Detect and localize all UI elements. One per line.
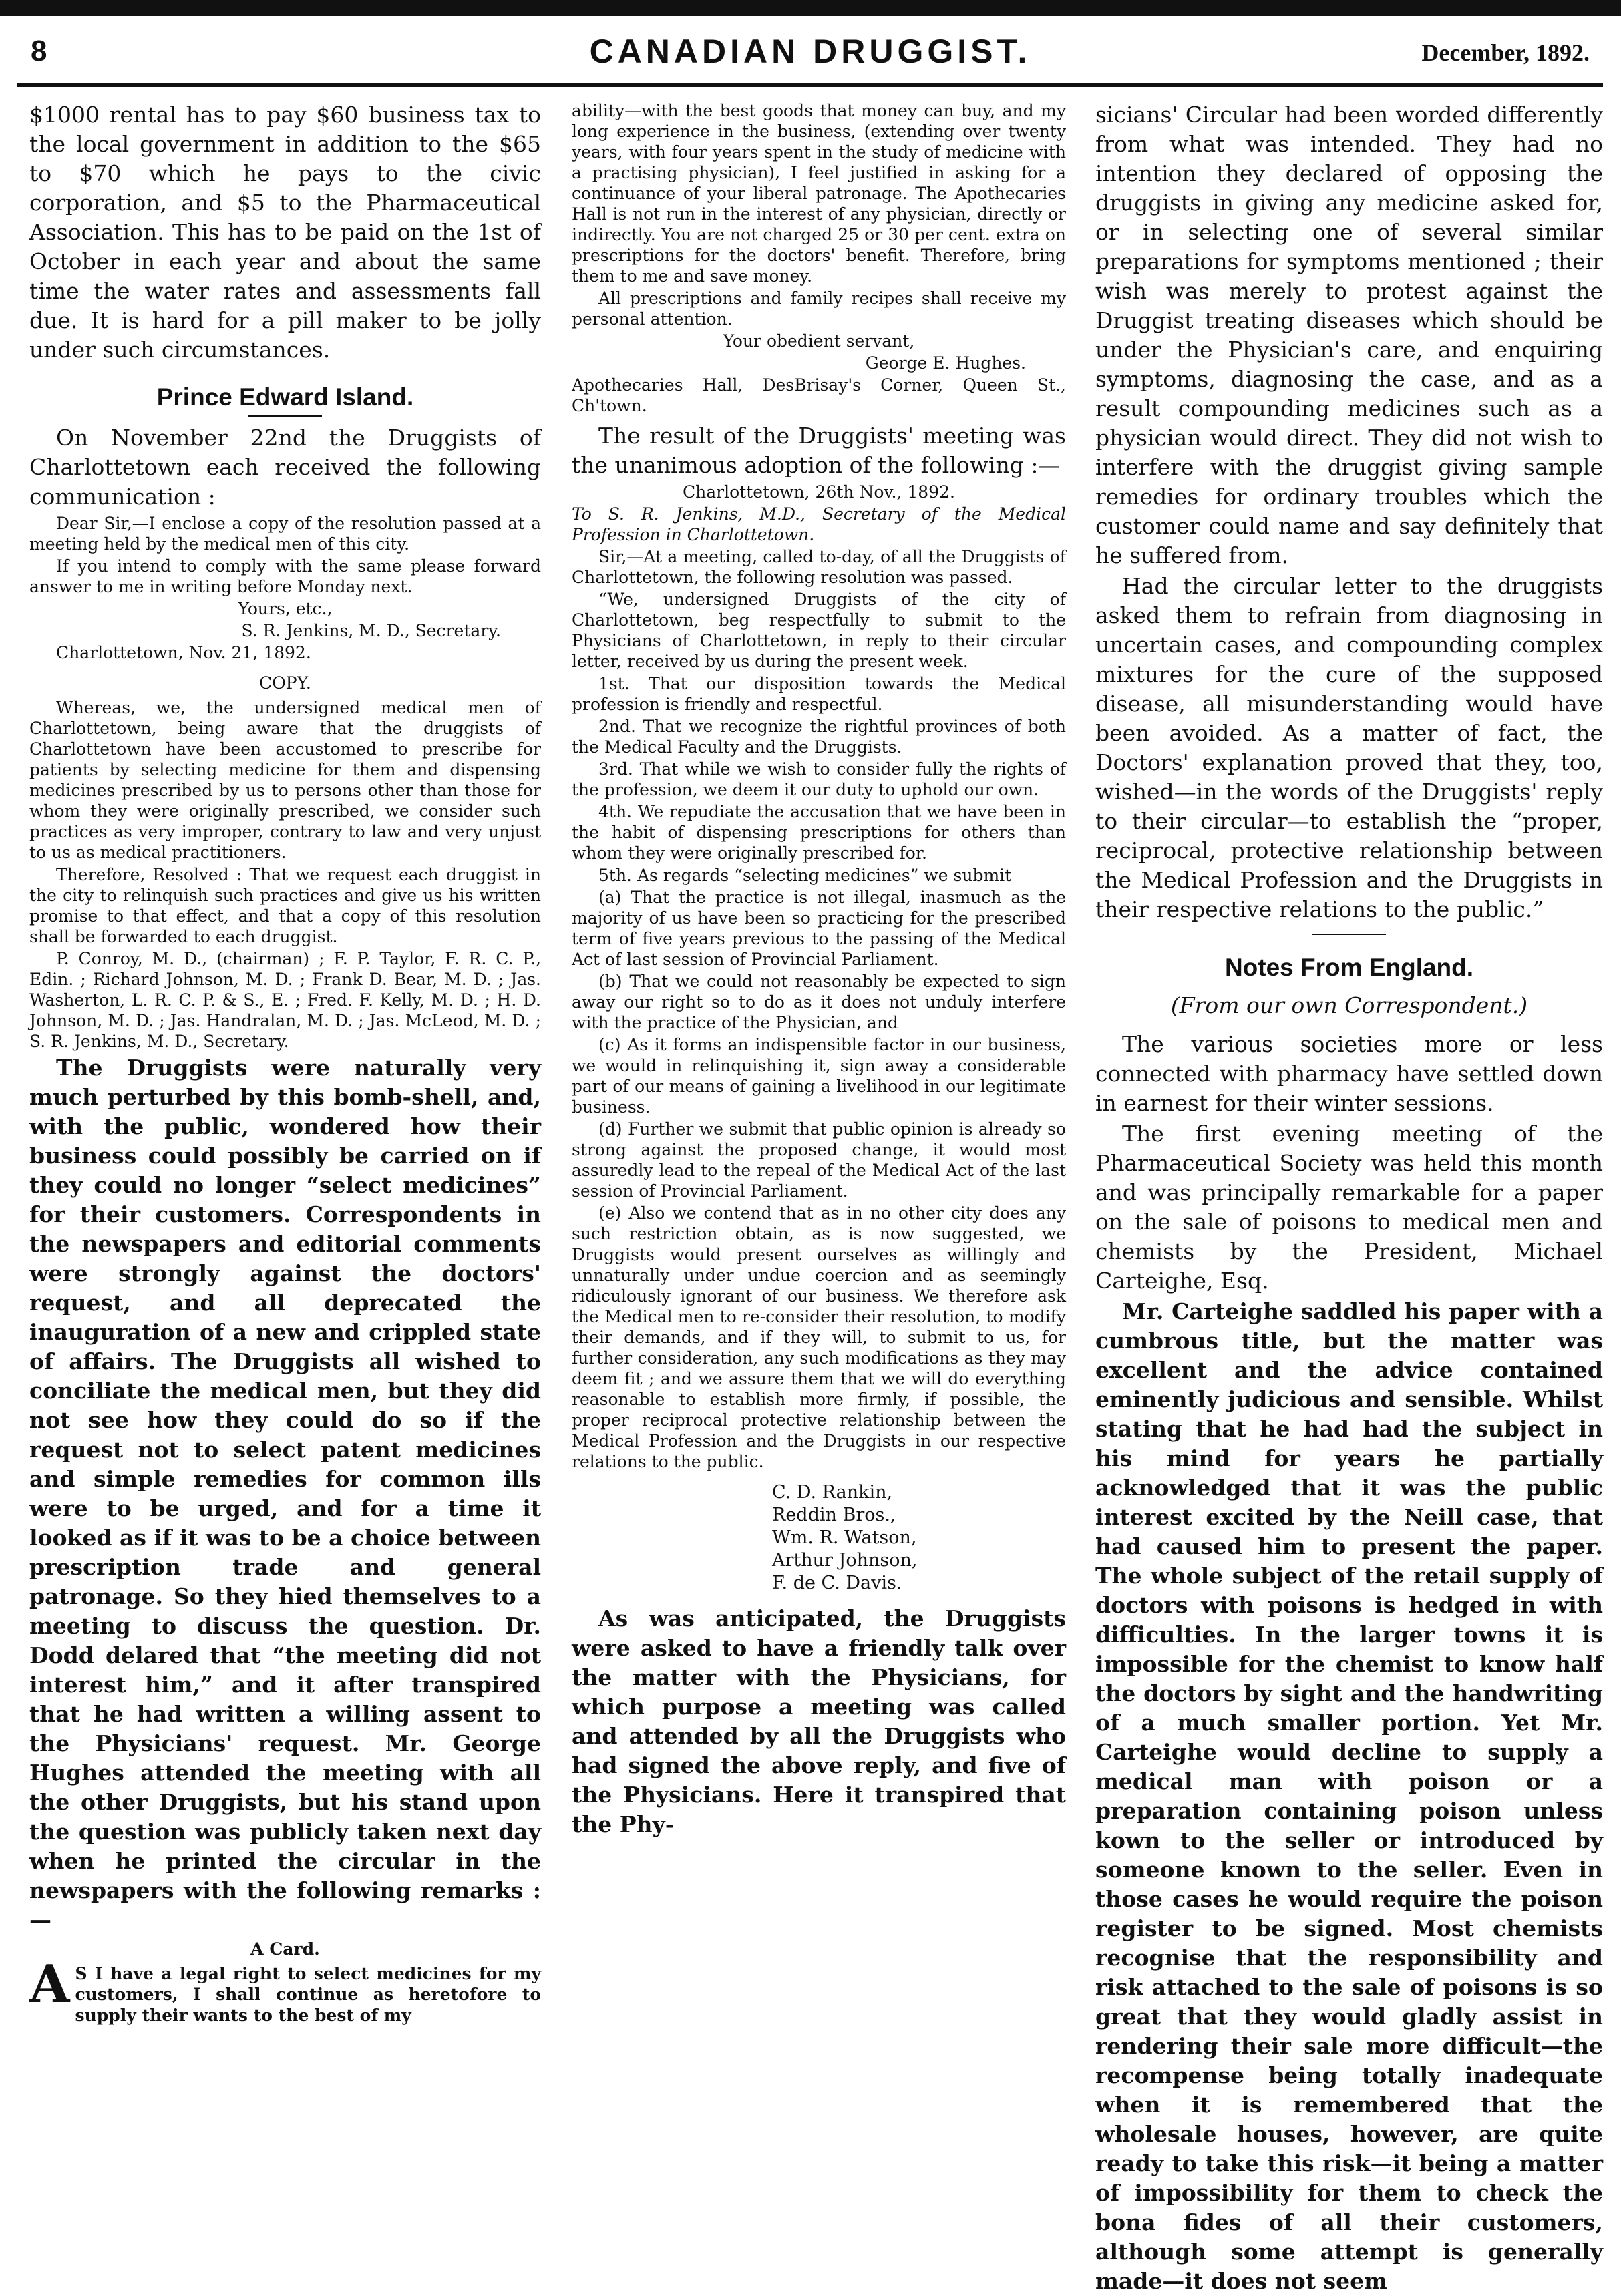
- signers-paragraph: P. Conroy, M. D., (chairman) ; F. P. Taylor, F. R. C. P., Edin. ; Richard Johnson, M. D. ; Frank D. Bear, M. D. ; Jas. Washerton, L. R. C. P. & S., E. ; Fred. F. Kelly, M. D. ; H. D. Johnson, M. D. ; Jas. Handralan, M. D. ; Jas. McLeod, M. D. ; S. R. Jenkins, M. D., Secretary.: [29, 949, 541, 1051]
- reply-salutation: Sir,—At a meeting, called to-day, of all the Druggists of Charlottetown, the following resolution was passed.: [572, 547, 1066, 587]
- card-signature: George E. Hughes.: [865, 353, 1026, 373]
- card-paragraph: [29, 1954, 541, 2026]
- letter-paragraph-1: Dear Sir,—I enclose a copy of the resolution passed at a meeting held by the medical men of this city.: [29, 514, 541, 554]
- signature-line: Wm. R. Watson,: [772, 1527, 917, 1548]
- header-rule: [17, 83, 1603, 87]
- page-number: 8: [31, 35, 47, 67]
- reply-point-a: (a) That the practice is not illegal, inasmuch as the majority of us have been so practicing for the prescribed term of five years previous to the passing of the Medical Act of last session of Provincial Parliament.: [572, 888, 1066, 969]
- page-header: [17, 32, 1603, 72]
- section-rule: [248, 415, 322, 417]
- signature-line: Reddin Bros.,: [772, 1505, 896, 1525]
- section-rule: [1312, 934, 1386, 935]
- reply-point-2: 2nd. That we recognize the rightful provinces of both the Medical Faculty and the Druggists.: [572, 717, 1066, 757]
- card-address: Apothecaries Hall, DesBrisay's Corner, Queen St., Ch'town.: [572, 375, 1066, 415]
- section-title-pei: Prince Edward Island.: [156, 383, 414, 411]
- reply-point-c: (c) As it forms an indispensible factor in our business, we would in relinquishing it, sign away a considerable part of our means of gaining a livelihood in our legitimate business.: [572, 1035, 1066, 1117]
- anticipated-paragraph: As was anticipated, the Druggists were asked to have a friendly talk over the matter with the Physicians, for which purpose a meeting was called and attended by all the Druggists who had signed the above reply, and five of the Physicians. Here it transpired that the Phy-: [572, 1605, 1066, 1837]
- card-title: A Card.: [250, 1939, 320, 1959]
- reply-date: Charlottetown, 26th Nov., 1892.: [683, 482, 955, 502]
- letter-paragraph-2: If you intend to comply with the same please forward answer to me in writing before Monday next.: [29, 556, 541, 596]
- top-border-bar: [0, 0, 1621, 16]
- correspondent-subtitle: (From our own Correspondent.): [1170, 992, 1528, 1018]
- card-text: S I have a legal right to select medicines for my customers, I shall continue as heretofore to supply their wants to the best of my: [75, 1964, 541, 2025]
- column-2: [572, 100, 1066, 2264]
- reply-point-d: (d) Further we submit that public opinion is already so strong against the proposed change, it would most assuredly lead to the repeal of the Medical Act of the last session of Provincial Parliament.: [572, 1119, 1066, 1201]
- therefore-paragraph: Therefore, Resolved : That we request each druggist in the city to relinquish such practices and give us his written promise to that effect, and that a copy of this resolution shall be forwarded to each druggist.: [29, 865, 541, 946]
- pei-paragraph: On November 22nd the Druggists of Charlottetown each received the following communication :: [29, 425, 541, 510]
- reply-signatures: [572, 1481, 1066, 1595]
- first-meeting-paragraph: The first evening meeting of the Pharmaceutical Society was held this month and was principally remarkable for a paper on the sale of poisons to medical men and chemists by the President, Michael Carteighe, Esq.: [1095, 1121, 1603, 1294]
- reply-point-3: 3rd. That while we wish to consider fully the rights of the profession, we deem it our duty to uphold our own.: [572, 759, 1066, 799]
- whereas-paragraph: Whereas, we, the undersigned medical men of Charlottetown, being aware that the druggists of Charlottetown have been accustomed to prescribe for patients by selecting medicine for them and dispensing medicines prescribed by us to persons other than those for whom they were originally prescribed, we consider such practices as very improper, contrary to law and very unjust to us as medical practitioners.: [29, 698, 541, 862]
- card-continuation: ability—with the best goods that money can buy, and my long experience in the business, (extending over twenty years, with four years spent in the study of medicine with a practising physician), I feel justified in asking for a continuance of your liberal patronage. The Apothecaries Hall is not run in the interest of any physician, directly or indirectly. You are not charged 25 or 30 per cent. extra on prescriptions for the doctors' benefit. Therefore, bring them to me and save money.: [572, 101, 1066, 286]
- reply-we: “We, undersigned Druggists of the city of Charlottetown, beg respectfully to submit to the Physicians of Charlottetown, in reply to their circular letter, received by us during the present week.: [572, 590, 1066, 671]
- result-paragraph: The result of the Druggists' meeting was the unanimous adoption of the following :—: [572, 423, 1066, 478]
- reply-addressee: To S. R. Jenkins, M.D., Secretary of the Medical Profession in Charlottetown.: [572, 504, 1066, 544]
- had-paragraph: Had the circular letter to the druggists asked them to refrain from diagnosing in uncertain cases, and compounding complex mixtures for the cure of the supposed disease, all misunderstanding would have been avoided. As a matter of fact, the Doctors' explanation proved that they, too, wished—in the words of the Druggists' reply to their circular—to establish the “proper, reciprocal, protective relationship between the Medical Profession and the Druggists in their respective relations to the public.”: [1095, 573, 1603, 922]
- reply-point-1: 1st. That our disposition towards the Medical profession is friendly and respectful.: [572, 674, 1066, 714]
- reply-point-e: (e) Also we contend that as in no other city does any such restriction obtain, as is now suggested, we Druggists would present ourselves as willingly and unnaturally under undue coercion and as seemingly ridiculously ignorant of our business. We therefore ask the Medical men to re-consider their resolution, to modify their demands, and if they will, to submit to us, for further consideration, any such modifications as they may deem fit ; and we assure them that we will do everything reasonable to establish more firmly, if possible, the proper reciprocal protective relationship between the Medical Profession and the Druggists in our respective relations to the public.: [572, 1203, 1066, 1471]
- druggists-paragraph: The Druggists were naturally very much perturbed by this bomb-shell, and, with the public, wondered how their business could possibly be carried on if they could no longer “select medicines” for their customers. Correspondents in the newspapers and editorial comments were strongly against the doctors' request, and all deprecated the inauguration of a new and crippled state of affairs. The Druggists all wished to conciliate the medical men, but they did not see how they could do so if the request not to select patent medicines and simple remedies for common ills were to be urged, and for a time it looked as if it was to be a choice between prescription trade and general patronage. So they hied themselves to a meeting to discuss the question. Dr. Dodd delared that “the meeting did not interest him,” and it after transpired that he had written a willing assent to the Physicians' request. Mr. George Hughes attended the meeting with all the other Druggists, but his stand upon the question was publicly taken next day when he printed the circular in the newspapers with the following remarks :—: [29, 1055, 541, 1933]
- card-dropcap: A: [29, 1954, 70, 2015]
- card-closing: Your obedient servant,: [723, 331, 915, 351]
- letter-signature: S. R. Jenkins, M. D., Secretary.: [241, 621, 501, 640]
- masthead-title: CANADIAN DRUGGIST.: [589, 33, 1031, 70]
- societies-paragraph: The various societies more or less connected with pharmacy have settled down in earnest for their winter sessions.: [1095, 1031, 1603, 1116]
- signature-line: C. D. Rankin,: [772, 1482, 893, 1503]
- intro-paragraph: $1000 rental has to pay $60 business tax to the local government in addition to the $65 to $70 which he pays to the civic corporation, and $5 to the Pharmaceutical Association. This has to be paid on the 1st of October in each year and about the same time the water rates and assessments fall due. It is hard for a pill maker to be jolly under such circumstances.: [29, 102, 541, 363]
- reply-point-4: 4th. We repudiate the accusation that we have been in the habit of dispensing prescriptions for others than whom they were originally prescribed for.: [572, 802, 1066, 863]
- column-3: [1095, 100, 1603, 2294]
- signature-line: Arthur Johnson,: [772, 1550, 918, 1571]
- section-title-england: Notes From England.: [1224, 954, 1474, 981]
- letter-closing: Yours, etc.,: [238, 599, 333, 618]
- column-1: [29, 100, 541, 2264]
- signature-line: F. de C. Davis.: [772, 1573, 902, 1593]
- letter-place-date: Charlottetown, Nov. 21, 1892.: [56, 643, 311, 662]
- copy-title: COPY.: [259, 673, 311, 693]
- reply-point-5: 5th. As regards “selecting medicines” we submit: [598, 866, 1012, 885]
- physicians-continuation: sicians' Circular had been worded differently from what was intended. They had no intention they declared of opposing the druggists in giving any medicine asked for, or in selecting one of several similar preparations for symptoms mentioned ; their wish was merely to protest against the Druggist treating diseases which should be under the Physician's care, and enquiring symptoms, diagnosing the case, and as a result compounding medicines such as a physician would direct. They did not wish to interfere with the druggist giving sample remedies for ordinary troubles which the customer could name and say definitely that he suffered from.: [1095, 102, 1603, 568]
- carteighe-paragraph: Mr. Carteighe saddled his paper with a cumbrous title, but the matter was excellent and the advice contained eminently judicious and sensible. Whilst stating that he had had the subject in his mind for years he partially acknowledged that it was the public interest excited by the Neill case, that had caused him to present the paper. The whole subject of the retail supply of doctors with poisons is hedged in with difficulties. In the larger towns it is impossible for the chemist to know half the doctors by sight and the handwriting of a much smaller portion. Yet Mr. Carteighe would decline to supply a medical man with poison or a preparation containing poison unless kown to the seller or introduced by someone known to the seller. Even in those cases he would require the poison register to be signed. Most chemists recognise that the responsibility and risk attached to the sale of poisons is so great that they would gladly assist in rendering their sale more difficult—the recompense being totally inadequate when it is remembered that the wholesale houses, however, are quite ready to take this risk—it being a matter of impossibility for them to check the bona fides of all their customers, although some attempt is generally made—it does not seem: [1095, 1298, 1603, 2294]
- issue-date: December, 1892.: [1421, 39, 1590, 66]
- card-recipes: All prescriptions and family recipes shall receive my personal attention.: [572, 289, 1066, 329]
- reply-point-b: (b) That we could not reasonably be expected to sign away our right so to do as it does not unduly interfere with the practice of the Physician, and: [572, 972, 1066, 1032]
